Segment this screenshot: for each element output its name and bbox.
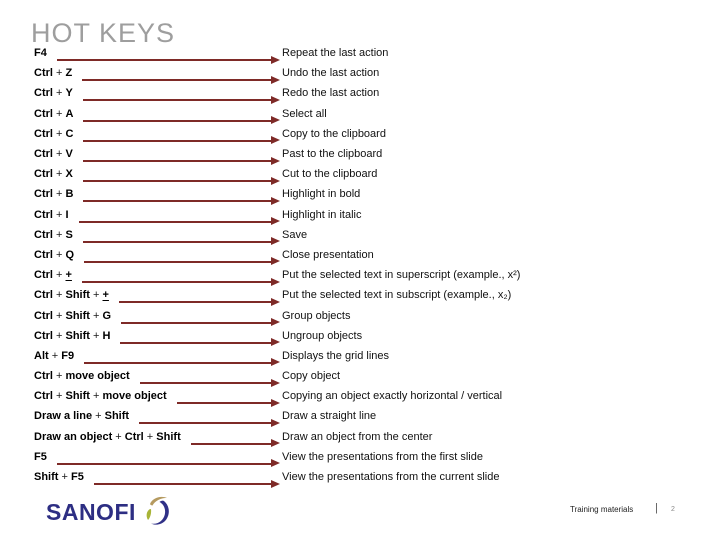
action-description: Repeat the last action [282,47,389,60]
arrow-right-icon [57,59,272,61]
plus-separator: + [52,148,66,161]
action-description: Past to the clipboard [282,148,383,161]
action-description: Redo the last action [282,87,380,100]
key-part: G [102,309,112,322]
key-part: X [65,168,73,181]
hotkey-row [34,406,714,426]
key-part: Ctrl [34,208,53,221]
hotkey-row [34,427,714,447]
key-part: Ctrl [34,148,53,161]
hotkey-row-left [34,289,282,301]
action-description: Copy object [282,370,341,383]
key-part: + [65,269,72,282]
key-part: Ctrl [34,228,53,241]
arrow-right-icon [84,362,272,364]
key-part: Ctrl [34,127,53,140]
key-part: Shift [65,289,90,302]
hotkey-row [34,467,714,487]
hotkey-row [34,285,714,305]
arrow-right-icon [83,241,272,243]
hotkey-row [34,83,714,103]
key-part: F5 [34,450,47,463]
arrow-right-icon [120,342,272,344]
hotkey-row [34,144,714,164]
hotkey-row-left [34,209,282,221]
action-description: Put the selected text in superscript (example., x²) [282,269,521,282]
hotkey-row-left [34,67,282,79]
hotkey-row-left [34,330,282,342]
hotkey-row-left [34,269,282,281]
action-description: Highlight in italic [282,208,362,221]
arrow-right-icon [140,382,272,384]
arrow-right-icon [177,402,272,404]
key-combo [34,370,130,382]
plus-separator: + [52,309,66,322]
plus-separator: + [52,370,66,383]
key-part: B [65,188,74,201]
key-part: Ctrl [34,329,53,342]
key-part: Ctrl [34,289,53,302]
plus-separator: + [89,329,103,342]
key-combo [34,108,73,120]
key-part: Ctrl [34,107,53,120]
plus-separator: + [52,67,66,80]
plus-separator: + [89,390,103,403]
action-description: View the presentations from the current slide [282,471,500,484]
key-part: Alt [34,349,49,362]
plus-separator: + [112,430,125,443]
key-part: Ctrl [34,309,53,322]
key-part: Shift [65,329,90,342]
key-part: Draw an object [34,430,113,443]
plus-separator: + [52,289,66,302]
key-part: + [102,289,109,302]
key-combo [34,67,72,79]
page-title: HOT KEYS [31,18,176,48]
key-part: C [65,127,74,140]
arrow-right-icon [84,261,272,263]
plus-separator: + [52,269,66,282]
key-combo [34,350,74,362]
key-part: Ctrl [34,168,53,181]
hotkey-row-left [34,108,282,120]
plus-separator: + [52,329,66,342]
key-part: Shift [65,309,90,322]
arrow-right-icon [94,483,272,485]
arrow-right-icon [83,120,272,122]
key-combo [34,390,167,402]
plus-separator: + [52,107,66,120]
hotkeys-list [34,43,714,487]
key-part: Ctrl [34,390,53,403]
hotkey-row-left [34,310,282,322]
arrow-right-icon [83,200,272,202]
plus-separator: + [89,309,103,322]
hotkey-row [34,346,714,366]
key-part: Ctrl [34,248,53,261]
key-combo [34,209,69,221]
hotkey-row [34,245,714,265]
key-part: A [65,107,74,120]
action-description: Close presentation [282,248,374,261]
hotkey-row-left [34,229,282,241]
sanofi-logo [46,496,171,528]
hotkey-row [34,43,714,63]
key-part: Z [65,67,73,80]
key-combo [34,410,129,422]
key-part: Ctrl [34,188,53,201]
footer-label: Training materials [570,505,634,514]
key-part: Shift [156,430,181,443]
key-part: H [102,329,111,342]
hotkey-row-left [34,410,282,422]
hotkey-row [34,164,714,184]
key-part: Q [65,248,75,261]
plus-separator: + [52,248,66,261]
key-combo [34,148,73,160]
hotkey-row [34,265,714,285]
key-part: Ctrl [34,370,53,383]
key-part: Shift [104,410,130,423]
sanofi-swoosh-icon [141,494,171,528]
key-combo [34,47,47,59]
plus-separator: + [48,349,62,362]
plus-separator: + [52,127,66,140]
action-description: Put the selected text in subscript (example., x₂) [282,289,512,302]
plus-separator: + [58,471,71,484]
hotkey-row [34,305,714,325]
action-description: Select all [282,107,327,120]
hotkey-row-left [34,350,282,362]
plus-separator: + [52,188,66,201]
hotkey-row-left [34,471,282,483]
hotkey-row [34,447,714,467]
arrow-right-icon [83,140,272,142]
arrow-right-icon [121,322,272,324]
key-part: F4 [34,47,47,60]
key-part: Draw a line [34,410,93,423]
key-part: Shift [65,390,90,403]
action-description: Copy to the clipboard [282,127,386,140]
hotkey-row [34,184,714,204]
hotkey-row-left [34,249,282,261]
key-combo [34,330,110,342]
key-part: Shift [34,471,59,484]
key-combo [34,168,73,180]
hotkey-row [34,386,714,406]
action-description: Displays the grid lines [282,349,389,362]
key-part: Ctrl [34,269,53,282]
key-combo [34,188,73,200]
key-part: Y [65,87,73,100]
key-part: move object [102,390,167,403]
key-part: Ctrl [124,430,144,443]
action-description: Cut to the clipboard [282,168,378,181]
key-part: move object [65,370,130,383]
arrow-right-icon [119,301,272,303]
arrow-right-icon [82,79,272,81]
arrow-right-icon [82,281,272,283]
key-part: Ctrl [34,67,53,80]
hotkey-row-left [34,431,282,443]
key-part: I [65,208,69,221]
arrow-right-icon [83,180,272,182]
key-part: F9 [61,349,75,362]
key-combo [34,289,109,301]
key-combo [34,128,73,140]
hotkey-row [34,124,714,144]
action-description: Draw a straight line [282,410,377,423]
sanofi-wordmark: SANOFI [46,498,136,525]
hotkey-row [34,104,714,124]
hotkey-row-left [34,168,282,180]
arrow-right-icon [57,463,272,465]
hotkey-row [34,326,714,346]
key-part: V [65,148,73,161]
arrow-right-icon [79,221,272,223]
key-combo [34,229,73,241]
action-description: Ungroup objects [282,329,363,342]
key-combo [34,310,111,322]
key-part: Ctrl [34,87,53,100]
hotkey-row-left [34,390,282,402]
arrow-right-icon [191,443,272,445]
action-description: View the presentations from the first slide [282,450,483,463]
hotkey-row [34,205,714,225]
footer-separator: | [655,502,658,514]
arrow-right-icon [83,160,272,162]
key-combo [34,87,73,99]
plus-separator: + [52,390,66,403]
key-combo [34,269,72,281]
hotkey-row-left [34,451,282,463]
hotkey-row-left [34,128,282,140]
action-description: Undo the last action [282,67,380,80]
key-combo [34,249,74,261]
action-description: Group objects [282,309,351,322]
hotkey-row-left [34,370,282,382]
arrow-right-icon [139,422,272,424]
key-part: F5 [71,471,84,484]
plus-separator: + [52,228,66,241]
key-combo [34,431,181,443]
plus-separator: + [89,289,103,302]
key-combo [34,451,47,463]
plus-separator: + [52,208,66,221]
hotkey-row-left [34,47,282,59]
plus-separator: + [143,430,157,443]
action-description: Copying an object exactly horizontal / vertical [282,390,503,403]
hotkey-row [34,225,714,245]
hotkey-row [34,63,714,83]
plus-separator: + [52,87,66,100]
hotkey-row-left [34,87,282,99]
footer-page-number: 2 [671,506,675,513]
hotkey-row-left [34,188,282,200]
action-description: Highlight in bold [282,188,361,201]
hotkey-row [34,366,714,386]
key-part: S [65,228,73,241]
action-description: Save [282,228,308,241]
plus-separator: + [92,410,105,423]
action-description: Draw an object from the center [282,430,433,443]
plus-separator: + [52,168,66,181]
hotkey-row-left [34,148,282,160]
key-combo [34,471,84,483]
arrow-right-icon [83,99,272,101]
